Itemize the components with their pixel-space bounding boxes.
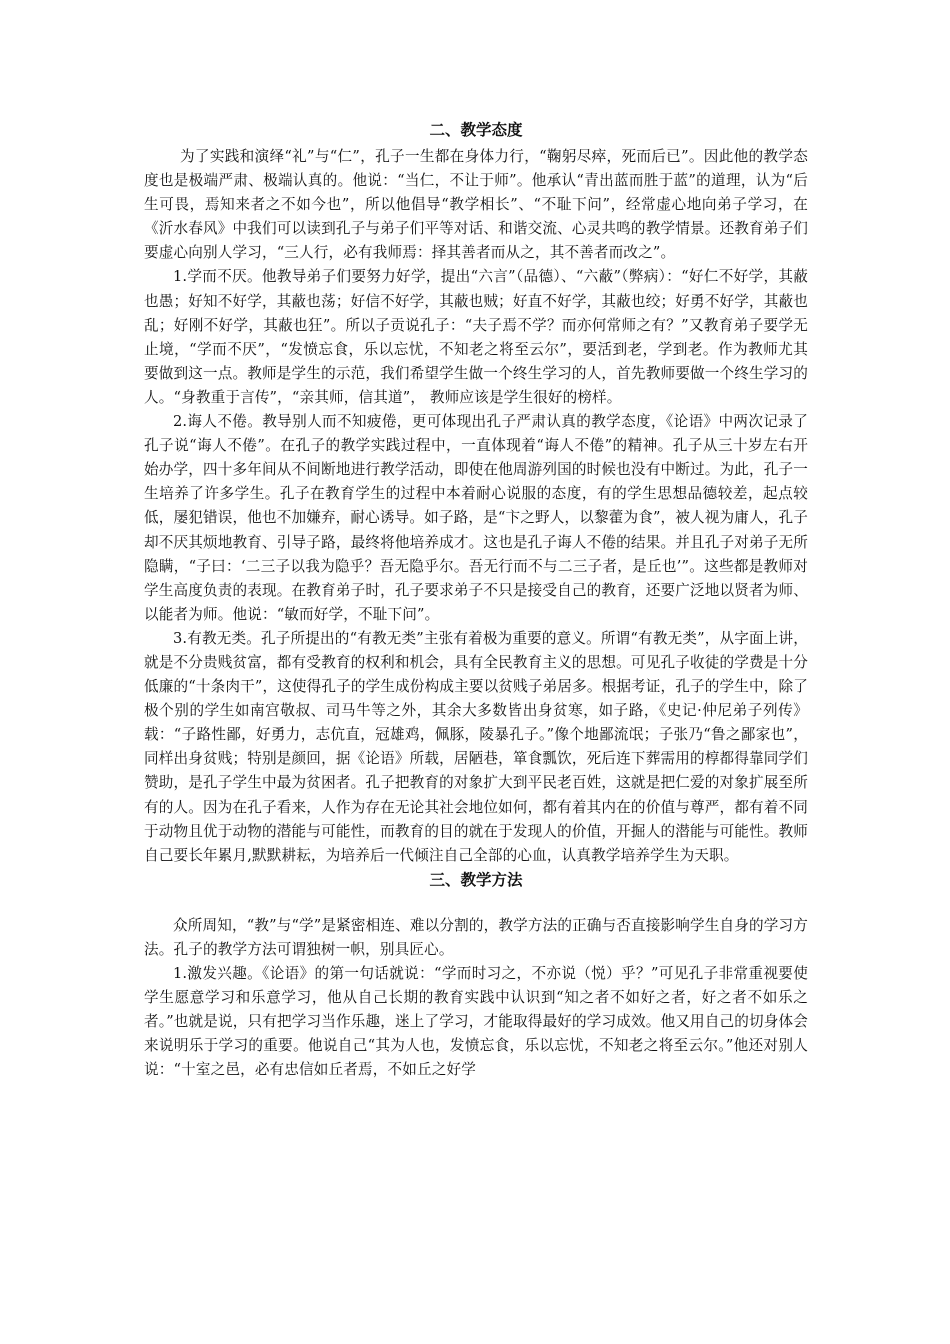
document-page: [144, 118, 808, 1082]
paragraph-methods-intro: 众所周知，“教”与“学”是紧密相连、难以分割的，教学方法的正确与否直接影响学生自身的学习方法。孔子的教学方法可谓独树一帜，别具匠心。: [144, 916, 808, 958]
section-heading-teaching-methods: 三、教学方法: [429, 869, 523, 889]
paragraph-attitude-intro: 为了实践和演绎“礼”与“仁”，孔子一生都在身体力行，“鞠躬尽瘁，死而后已”。因此他的教学态度也是极端严肃、极端认真的。他说：“当仁，不让于师”。他承认“青出蓝而胜于蓝”的道理，认为“后生可畏，焉知来者之不如今也”，所以他倡导“教学相长”、“不耻下问”，经常虚心地向弟子学习，在《沂水春风》中我们可以读到孔子与弟子们平等对话、和谐交流、心灵共鸣的教学情景。还教育弟子们要虚心向别人学习，“三人行，必有我师焉：择其善者而从之，其不善者而改之”。: [144, 148, 808, 262]
paragraph-teaching-tirelessly: 2.诲人不倦。教导别人而不知疲倦，更可体现出孔子严肃认真的教学态度，《论语》中两次记录了孔子说“诲人不倦”。在孔子的教学实践过程中，一直体现着“诲人不倦”的精神。孔子从三十岁左右开始办学，四十多年间从不间断地进行教学活动，即使在他周游列国的时候也没有中断过。为此，孔子一生培养了许多学生。孔子在教育学生的过程中本着耐心说服的态度，有的学生思想品德较差，起点较低，屡犯错误，他也不加嫌弃，耐心诱导。如子路，是“卞之野人，以黎藿为食”，被人视为庸人，孔子却不厌其烦地教育、引导子路，最终将他培养成才。这也是孔子诲人不倦的结果。并且孔子对弟子无所隐瞒，“子曰：‘二三子以我为隐乎？吾无隐乎尔。吾无行而不与二三子者，是丘也’”。这些都是教师对学生高度负责的表现。在教育弟子时，孔子要求弟子不只是接受自己的教育，还要广泛地以贤者为师、以能者为师。他说：“敏而好学，不耻下问”。: [144, 413, 808, 623]
section-heading-teaching-attitude: 二、教学态度: [429, 120, 523, 139]
paragraph-learning-tirelessly: 1.学而不厌。他教导弟子们要努力好学，提出“六言”（品德）、“六蔽”（弊病）：“好仁不好学，其蔽也愚；好知不好学，其蔽也荡；好信不好学，其蔽也贼；好直不好学，其蔽也绞；好勇不好学，其蔽也乱；好刚不好学，其蔽也狂”。所以子贡说孔子：“夫子焉不学？而亦何常师之有？”又教育弟子要学无止境，“学而不厌”，“发愤忘食，乐以忘忧，不知老之将至云尔”，要活到老，学到老。作为教师尤其要做到这一点。教师是学生的示范，我们希望学生做一个终生学习的人，首先教师要做一个终生学习的人。“身教重于言传”，“亲其师，信其道”， 教师应该是学生很好的榜样。: [144, 268, 808, 406]
paragraph-stimulate-interest: 1.激发兴趣。《论语》的第一句话就说：“学而时习之，不亦说（悦）乎？”可见孔子非常重视要使学生愿意学习和乐意学习，他从自己长期的教育实践中认识到“知之者不如好之者，好之者不如乐之者。”也就是说，只有把学习当作乐趣，迷上了学习，才能取得最好的学习成效。他又用自己的切身体会来说明乐于学习的重要。他说自己“其为人也，发愤忘食，乐以忘忧，不知老之将至云尔。”他还对别人说：“十室之邑，必有忠信如丘者焉，不如丘之好学: [144, 965, 808, 1079]
paragraph-education-for-all: 3.有教无类。孔子所提出的“有教无类”主张有着极为重要的意义。所谓“有教无类”，从字面上讲，就是不分贵贱贫富，都有受教育的权利和机会，具有全民教育主义的思想。可见孔子收徒的学费是十分低廉的“十条肉干”，这使得孔子的学生成份构成主要以贫贱子弟居多。根据考证，孔子的学生中，除了极个别的学生如南宫敬叔、司马牛等之外，其余大多数皆出身贫寒，如子路，《史记·仲尼弟子列传》载：“子路性鄙，好勇力，志伉直，冠雄鸡，佩豚，陵暴孔子。”像个地鄙流氓；子张乃“鲁之鄙家也”，同样出身贫贱；特别是颜回，据《论语》所载，居陋巷，箪食瓢饮，死后连下葬需用的椁都得靠同学们赞助，是孔子学生中最为贫困者。孔子把教育的对象扩大到平民老百姓，这就是把仁爱的对象扩展至所有的人。因为在孔子看来，人作为存在无论其社会地位如何，都有着其内在的价值与尊严，都有着不同于动物且优于动物的潜能与可能性，而教育的目的就在于发现人的价值，开掘人的潜能与可能性。教师自己要长年累月,默默耕耘，为培养后一代倾注自己全部的心血，认真教学培养学生为天职。: [144, 629, 808, 864]
